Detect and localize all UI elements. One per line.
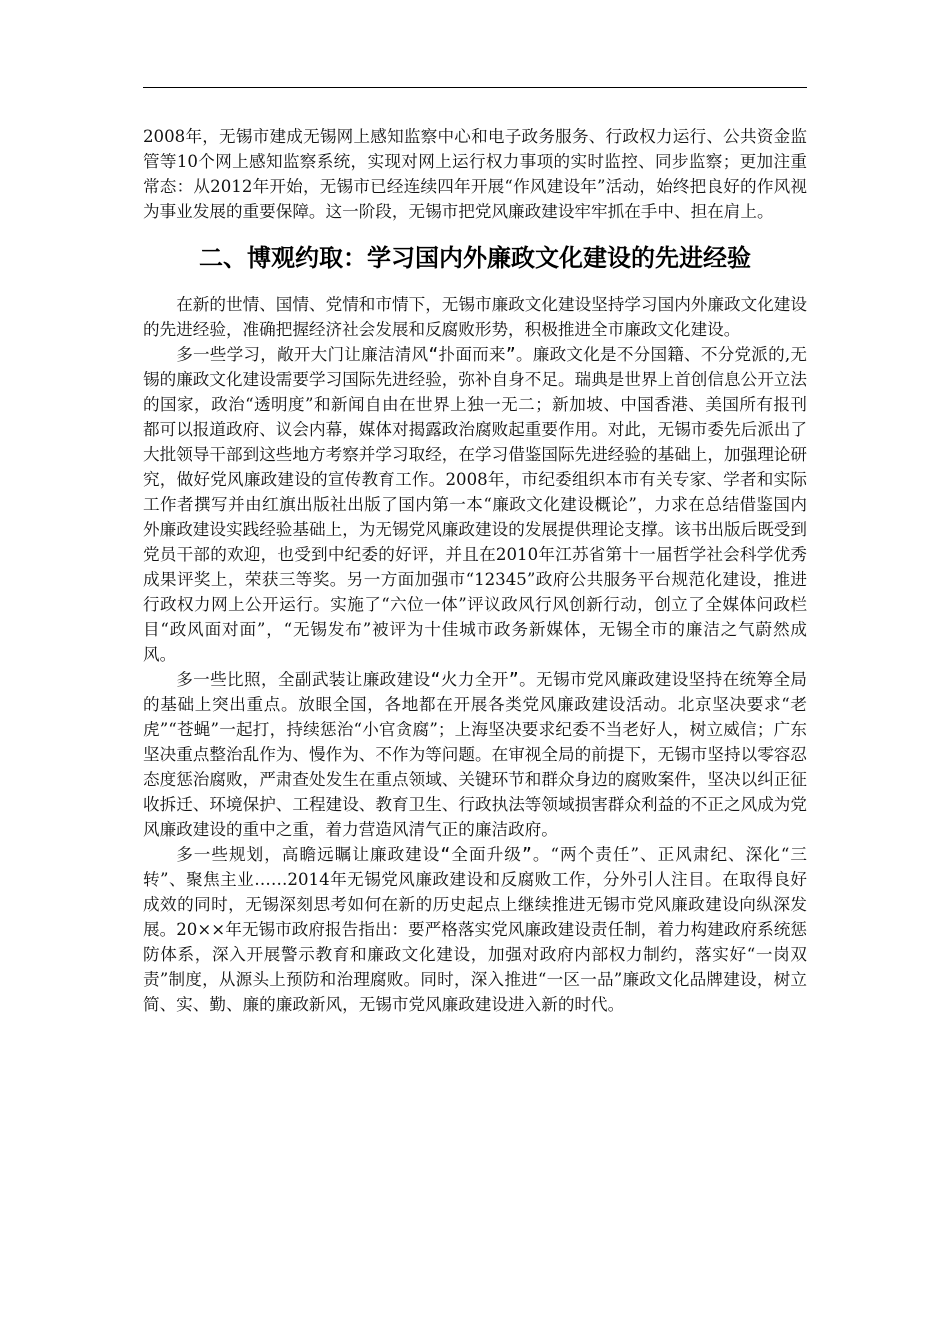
- point-body-planning: “两个责任”、正风肃纪、深化“三转”、聚焦主业……2014年无锡党风廉政建设和反腐败工作，分外引人注目。在取得良好成效的同时，无锡深刻思考如何在新的历史起点上继续推进无锡市党风廉政建设向纵深发展。20××年无锡市政府报告指出：要严格落实党风廉政建设责任制，着力构建政府系统惩防体系，深入开展警示教育和廉政文化建设，加强对政府内部权力制约，落实好“一岗双责”制度，从源头上预防和治理腐败。同时，深入推进“一区一品”廉政文化品牌建设，树立简、实、勤、廉的廉政新风，无锡市党风廉政建设进入新的时代。: [143, 845, 808, 1014]
- point-body-learning: 廉政文化是不分国籍、不分党派的,无锡的廉政文化建设需要学习国际先进经验，弥补自身不足。瑞典是世界上首创信息公开立法的国家，政治“透明度”和新闻自由在世界上独一无二；新加坡、中国香港、美国所有报刊都可以报道政府、议会内幕，媒体对揭露政治腐败起重要作用。对此，无锡市委先后派出了大批领导干部到这些地方考察并学习取经，在学习借鉴国际先进经验的基础上，加强理论研究，做好党风廉政建设的宣传教育工作。2008年，市纪委组织本市有关专家、学者和实际工作者撰写并由红旗出版社出版了国内第一本“廉政文化建设概论”，力求在总结借鉴国内外廉政建设实践经验基础上，为无锡党风廉政建设的发展提供理论支撑。该书出版后既受到党员干部的欢迎，也受到中纪委的好评，并且在2010年江苏省第十一届哲学社会科学优秀成果评奖上，荣获三等奖。另一方面加强市“12345”政府公共服务平台规范化建设，推进行政权力网上公开运行。实施了“六位一体”评议政风行风创新行动，创立了全媒体问政栏目“政风面对面”，“无锡发布”被评为十佳城市政务新媒体，无锡全市的廉洁之气蔚然成风。: [143, 345, 807, 664]
- section-heading: 二、博观约取：学习国内外廉政文化建设的先进经验: [199, 244, 751, 272]
- document-body: [143, 124, 807, 1017]
- point-paragraph-comparison: [143, 667, 807, 842]
- point-paragraph-planning: [143, 842, 807, 1017]
- section-intro-paragraph: 在新的世情、国情、党情和市情下，无锡市廉政文化建设坚持学习国内外廉政文化建设的先进经验，准确把握经济社会发展和反腐败形势，积极推进全市廉政文化建设。: [143, 295, 807, 339]
- point-body-comparison: 无锡市党风廉政建设坚持在统筹全局的基础上突出重点。放眼全国，各地都在开展各类党风廉政建设活动。北京坚决要求“老虎”“苍蝇”一起打，持续惩治“小官贪腐”；上海坚决要求纪委不当老好人，树立威信；广东坚决重点整治乱作为、慢作为、不作为等问题。在审视全局的前提下，无锡市坚持以零容忍态度惩治腐败，严肃查处发生在重点领域、关键环节和群众身边的腐败案件，坚决以纠正征收拆迁、环境保护、工程建设、教育卫生、行政执法等领域损害群众利益的不正之风成为党风廉政建设的重中之重，着力营造风清气正的廉洁政府。: [143, 670, 808, 839]
- header-rule: [143, 87, 807, 88]
- point-lead-comparison: 多一些比照，全副武装让廉政建设“火力全开”。: [176, 670, 537, 689]
- point-lead-planning: 多一些规划，高瞻远瞩让廉政建设“全面升级”。: [176, 845, 551, 864]
- point-lead-learning: 多一些学习，敞开大门让廉洁清风“扑面而来”。: [176, 345, 533, 364]
- intro-paragraph: 2008年，无锡市建成无锡网上感知监察中心和电子政务服务、行政权力运行、公共资金监管等10个网上感知监察系统，实现对网上运行权力事项的实时监控、同步监察；更加注重常态：从2012年开始，无锡市已经连续四年开展“作风建设年”活动，始终把良好的作风视为事业发展的重要保障。这一阶段，无锡市把党风廉政建设牢牢抓在手中、担在肩上。: [143, 127, 807, 221]
- point-paragraph-learning: [143, 342, 807, 667]
